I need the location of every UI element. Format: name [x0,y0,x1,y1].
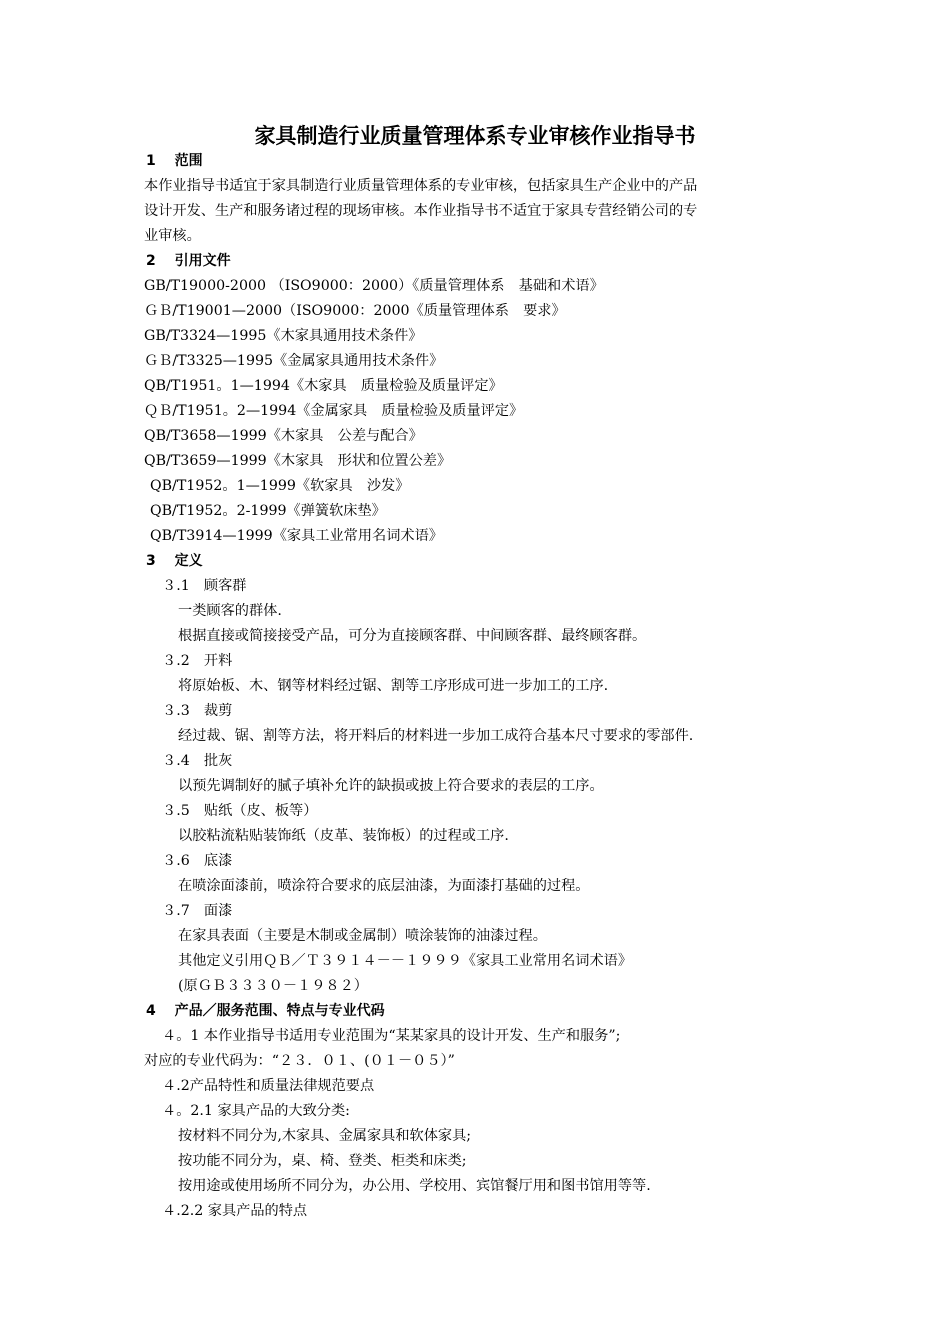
definition-text: (原ＧＢ３３３０－１９８２） [178,978,368,994]
reference-item: GB/T19000-2000 （ISO9000：2000）《质量管理体系 基础和术语》 [144,278,604,294]
reference-item: QB/T1952。2-1999《弹簧软床垫》 [150,503,386,519]
definition-text: 在家具表面（主要是木制或金属制）喷涂装饰的油漆过程。 [178,928,547,944]
paragraph-line: 对应的专业代码为：“２３．０１、(０１－０５）” [144,1053,455,1069]
subsection-heading: ４.2产品特性和质量法律规范要点 [162,1078,375,1094]
section-heading-definitions: 3 定义 [146,553,203,569]
section-heading-references: 2 引用文件 [146,253,231,269]
paragraph-line: 按用途或使用场所不同分为，办公用、学校用、宾馆餐厅用和图书馆用等等. [178,1178,651,1194]
section-heading-scope: 1 范围 [146,153,203,169]
reference-item: QB/T3659—1999《木家具 形状和位置公差》 [144,453,452,469]
reference-item: QB/T3914—1999《家具工业常用名词术语》 [150,528,443,544]
subsection-heading: ３.6 底漆 [162,853,233,869]
paragraph-line: 按功能不同分为，桌、椅、登类、柜类和床类; [178,1153,467,1169]
reference-item: GB/T3324—1995《木家具通用技术条件》 [144,328,423,344]
subsection-heading: ３.4 批灰 [162,753,233,769]
subsection-heading: ３.1 顾客群 [162,578,247,594]
definition-text: 根据直接或简接接受产品，可分为直接顾客群、中间顾客群、最终顾客群。 [178,628,647,644]
definition-text: 其他定义引用ＱＢ／Ｔ３９１４－－１９９９《家具工业常用名词术语》 [178,953,633,969]
reference-item: QB/T1952。1—1999《软家具 沙发》 [150,478,410,494]
definition-text: 在喷涂面漆前，喷涂符合要求的底层油漆，为面漆打基础的过程。 [178,878,590,894]
paragraph-line: 本作业指导书适宜于家具制造行业质量管理体系的专业审核，包括家具生产企业中的产品 [144,178,698,194]
definition-text: 以预先调制好的腻子填补允许的缺损或披上符合要求的表层的工序。 [178,778,604,794]
reference-item: ＧＢ/T3325—1995《金属家具通用技术条件》 [144,353,444,369]
definition-text: 一类顾客的群体. [178,603,282,619]
definition-text: 经过裁、锯、割等方法，将开料后的材料进一步加工成符合基本尺寸要求的零部件. [178,728,694,744]
subsection-heading: ４.2.2 家具产品的特点 [162,1203,308,1219]
subsection-heading: ３.3 裁剪 [162,703,233,719]
subsection-heading: ３.2 开料 [162,653,233,669]
section-heading-scope-codes: 4 产品／服务范围、特点与专业代码 [146,1003,385,1019]
paragraph-line: 业审核。 [144,228,201,244]
paragraph-line: 设计开发、生产和服务诸过程的现场审核。本作业指导书不适宜于家具专营经销公司的专 [144,203,698,219]
subsection-heading: ３.5 贴纸（皮、板等） [162,803,318,819]
document-title: 家具制造行业质量管理体系专业审核作业指导书 [254,124,696,148]
reference-item: ＧＢ/T19001—2000（ISO9000：2000《质量管理体系 要求》 [144,303,566,319]
reference-item: ＱＢ/T1951。2—1994《金属家具 质量检验及质量评定》 [144,403,524,419]
definition-text: 将原始板、木、钢等材料经过锯、割等工序形成可进一步加工的工序. [178,678,609,694]
subsection-heading: ３.7 面漆 [162,903,233,919]
paragraph-line: ４。1 本作业指导书适用专业范围为“某某家具的设计开发、生产和服务”; [162,1028,621,1044]
subsection-heading: ４。2.1 家具产品的大致分类: [162,1103,350,1119]
definition-text: 以胶粘流粘贴装饰纸（皮革、装饰板）的过程或工序. [178,828,509,844]
reference-item: QB/T3658—1999《木家具 公差与配合》 [144,428,423,444]
paragraph-line: 按材料不同分为,木家具、金属家具和软体家具; [178,1128,472,1144]
reference-item: QB/T1951。1—1994《木家具 质量检验及质量评定》 [144,378,503,394]
